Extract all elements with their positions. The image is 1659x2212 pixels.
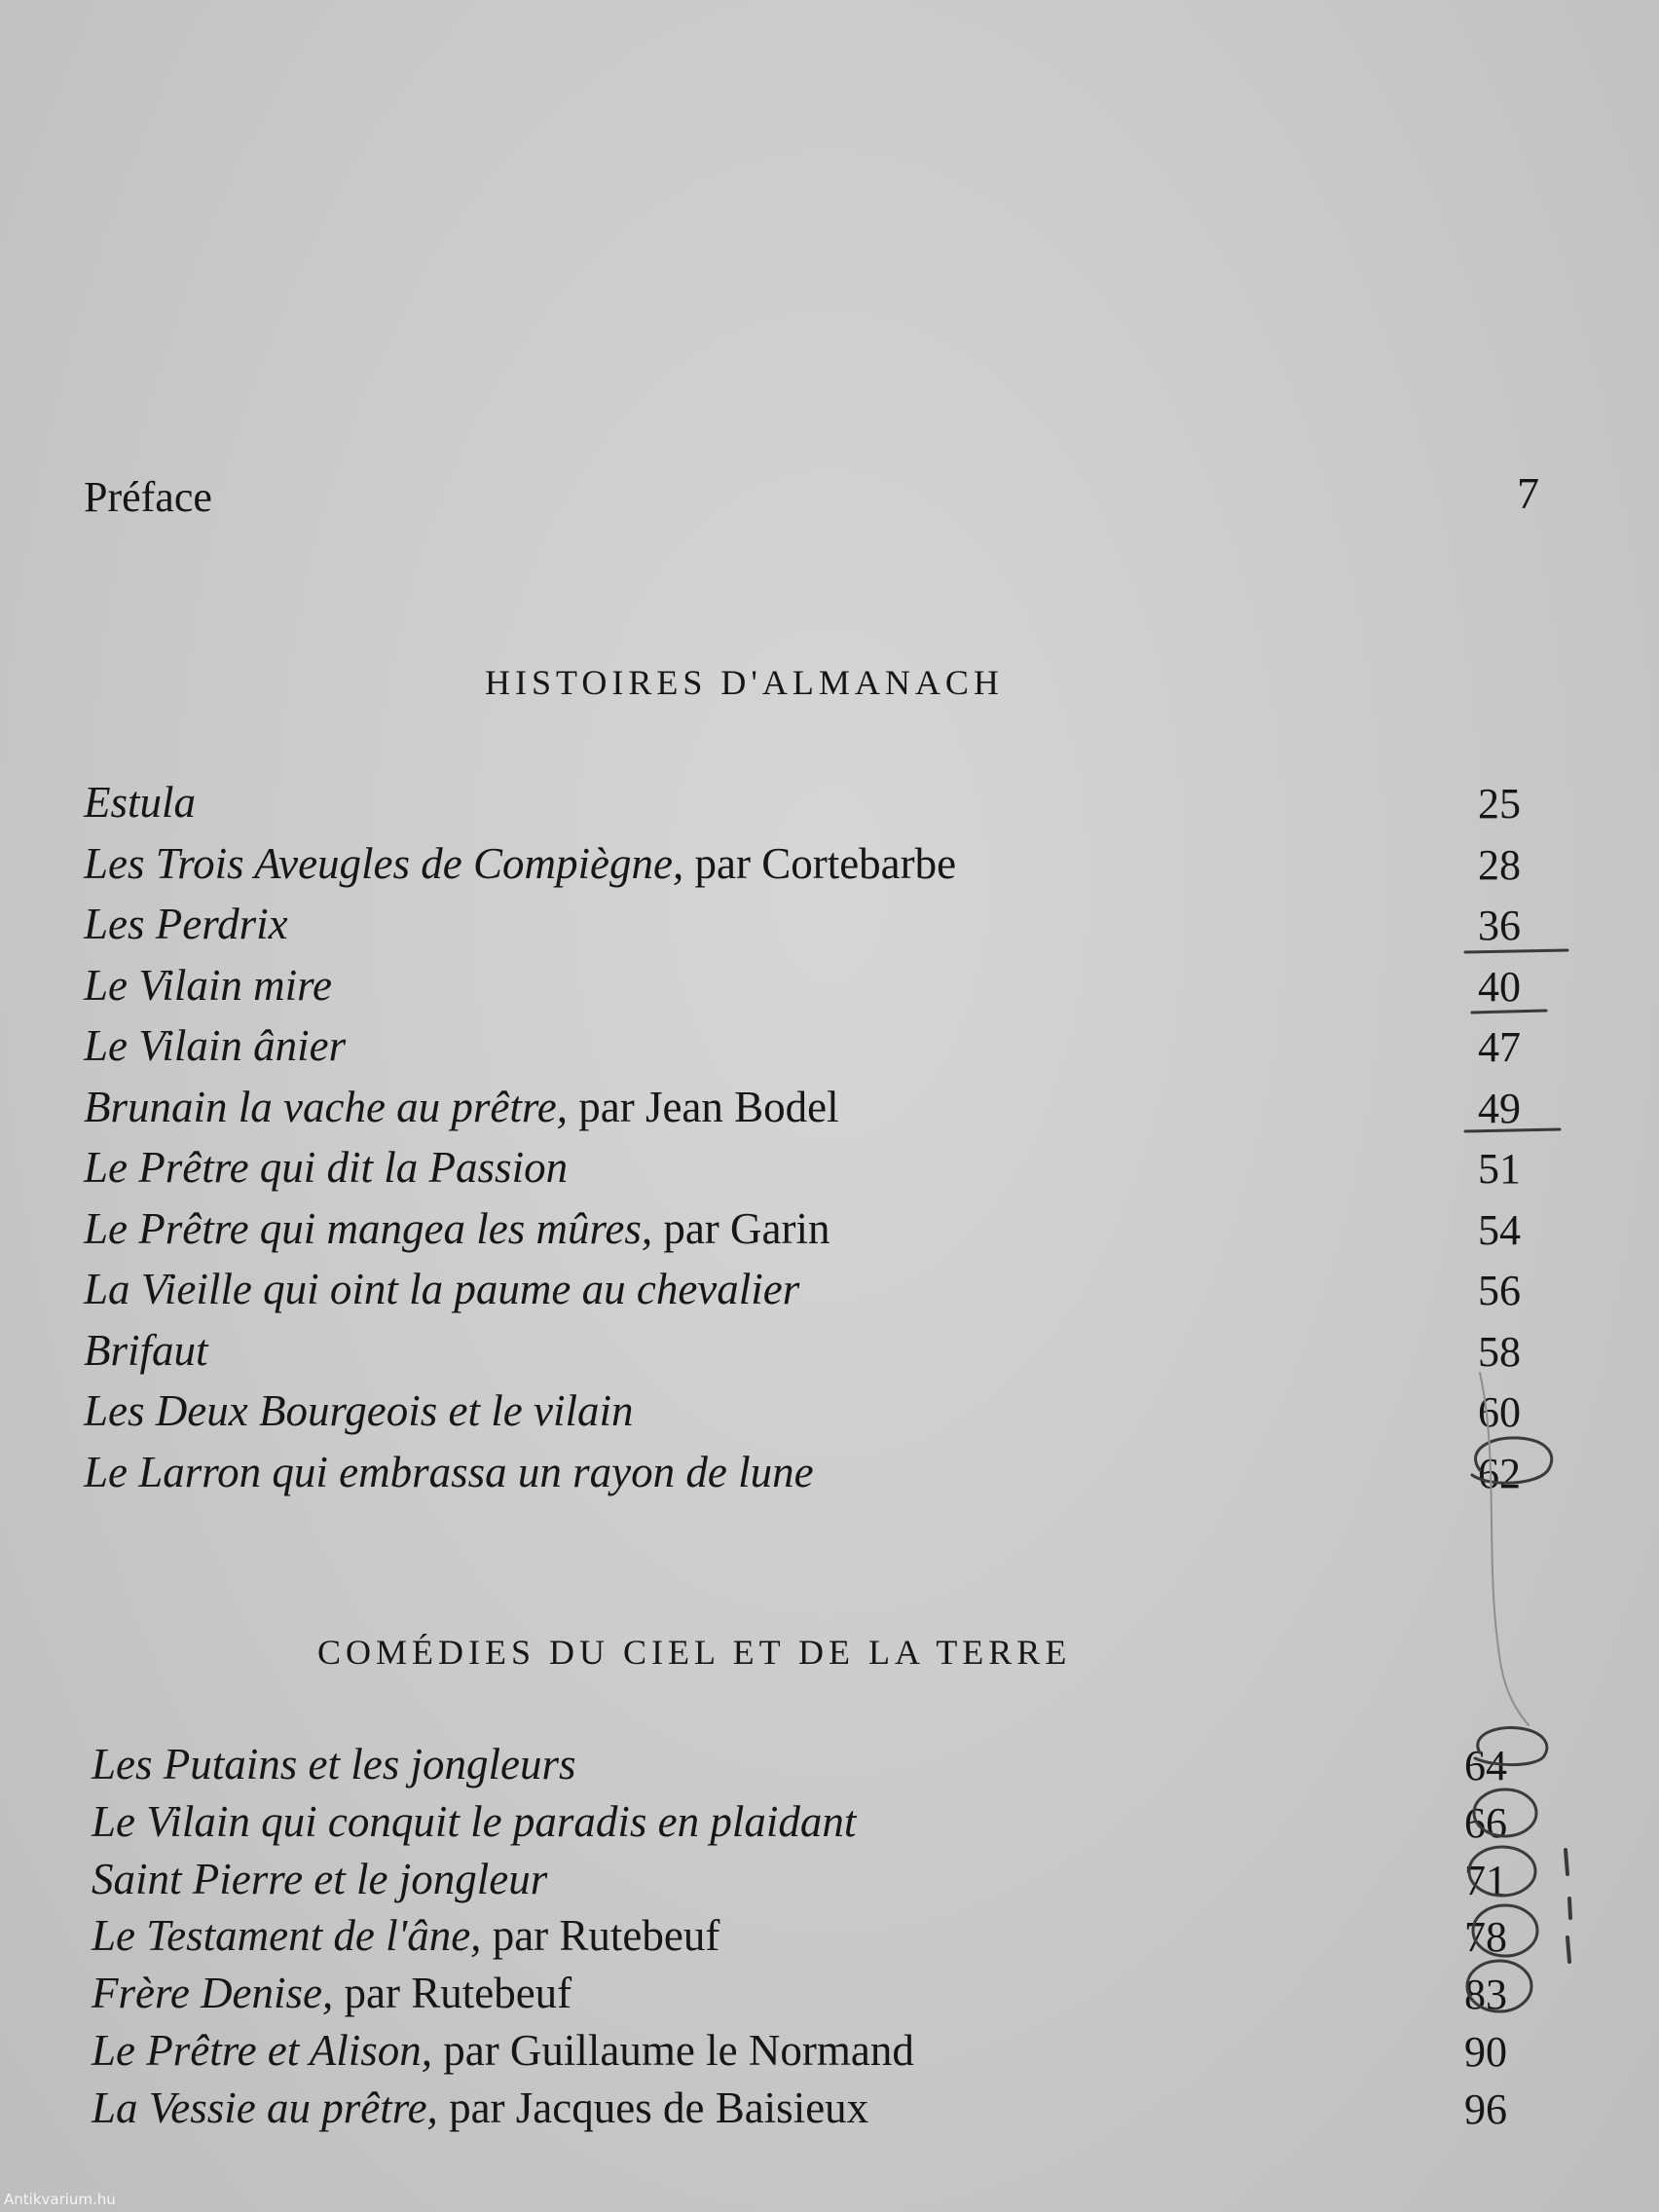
toc-entry (92, 1910, 1562, 1968)
entry-page: 54 (1478, 1205, 1521, 1254)
entry-title: Les Perdrix (84, 900, 288, 948)
toc-entry (92, 1796, 1562, 1854)
entry-page: 64 (1464, 1742, 1507, 1789)
entry-title: La Vieille qui oint la paume au chevalier (84, 1265, 800, 1313)
entry-page: 58 (1478, 1327, 1521, 1376)
entry-page: 71 (1464, 1856, 1507, 1904)
entry-page: 28 (1478, 840, 1521, 889)
toc-entry (84, 1082, 1564, 1143)
entry-title: Frère Denise, (92, 1969, 334, 2018)
toc-entry (84, 1142, 1564, 1203)
toc-entry (84, 1385, 1564, 1447)
toc-entry (84, 899, 1564, 960)
entry-author: par Guillaume le Normand (431, 2025, 914, 2075)
entry-author: par Jean Bodel (567, 1082, 839, 1131)
pencil-tick (1566, 1850, 1570, 1962)
toc-entry (84, 1203, 1564, 1265)
toc-entry (84, 1264, 1564, 1325)
entry-title: Saint Pierre et le jongleur (92, 1854, 548, 1903)
toc-list-histoires (84, 777, 1564, 1507)
entry-title: Le Vilain qui conquit le paradis en plaidant (92, 1796, 857, 1846)
entry-page: 49 (1478, 1084, 1521, 1132)
entry-page: 62 (1478, 1449, 1521, 1497)
toc-entry (92, 1739, 1562, 1796)
toc-entry (84, 838, 1564, 900)
entry-title: Le Prêtre qui mangea les mûres, (84, 1203, 653, 1253)
entry-page: 25 (1478, 780, 1521, 828)
entry-title: Le Larron qui embrassa un rayon de lune (84, 1447, 814, 1496)
toc-entry (84, 960, 1564, 1021)
entry-page: 90 (1464, 2027, 1507, 2076)
entry-title: Le Vilain mire (84, 960, 332, 1010)
toc-entry (84, 1447, 1564, 1508)
entry-title: Brunain la vache au prêtre, (84, 1082, 568, 1131)
entry-author: par Jacques de Baisieux (437, 2083, 869, 2132)
toc-entry (92, 1968, 1562, 2025)
entry-page: 56 (1478, 1267, 1521, 1314)
entry-page: 40 (1478, 962, 1521, 1011)
toc-entry (92, 1854, 1562, 1911)
toc-entry (92, 2025, 1562, 2083)
toc-entry (84, 777, 1564, 838)
preface-label: Préface (84, 473, 212, 521)
watermark: Antikvarium.hu (4, 2191, 116, 2208)
entry-title: Estula (84, 778, 197, 827)
entry-page: 60 (1478, 1388, 1521, 1436)
entry-title: Le Prêtre qui dit la Passion (84, 1143, 569, 1192)
entry-author: par Rutebeuf (481, 1911, 720, 1961)
entry-author: par Cortebarbe (683, 838, 957, 888)
toc-entry (84, 1325, 1564, 1386)
entry-author: par Garin (652, 1203, 830, 1253)
entry-title: Les Trois Aveugles de Compiègne, (84, 838, 684, 888)
entry-title: Les Deux Bourgeois et le vilain (84, 1386, 634, 1435)
entry-title: Le Vilain ânier (84, 1021, 347, 1070)
entry-page: 66 (1464, 1798, 1507, 1847)
toc-entry (84, 1020, 1564, 1082)
toc-entry (92, 2083, 1562, 2140)
preface-page-number: 7 (1517, 468, 1539, 518)
entry-page: 47 (1478, 1023, 1521, 1071)
entry-title: Le Prêtre et Alison, (92, 2025, 432, 2075)
toc-list-comedies (92, 1739, 1562, 2140)
entry-title: Le Testament de l'âne, (92, 1911, 482, 1961)
entry-page: 51 (1478, 1145, 1521, 1193)
entry-page: 78 (1464, 1913, 1507, 1962)
section-title-comedies: COMÉDIES DU CIEL ET DE LA TERRE (317, 1633, 1072, 1672)
entry-author: par Rutebeuf (333, 1969, 572, 2018)
entry-page: 83 (1464, 1971, 1507, 2019)
entry-title: La Vessie au prêtre, (92, 2083, 438, 2132)
entry-page: 96 (1464, 2084, 1507, 2133)
entry-title: Les Putains et les jongleurs (92, 1740, 576, 1788)
section-title-histoires: HISTOIRES D'ALMANACH (485, 663, 1004, 702)
entry-page: 36 (1478, 902, 1521, 949)
entry-title: Brifaut (84, 1325, 208, 1375)
